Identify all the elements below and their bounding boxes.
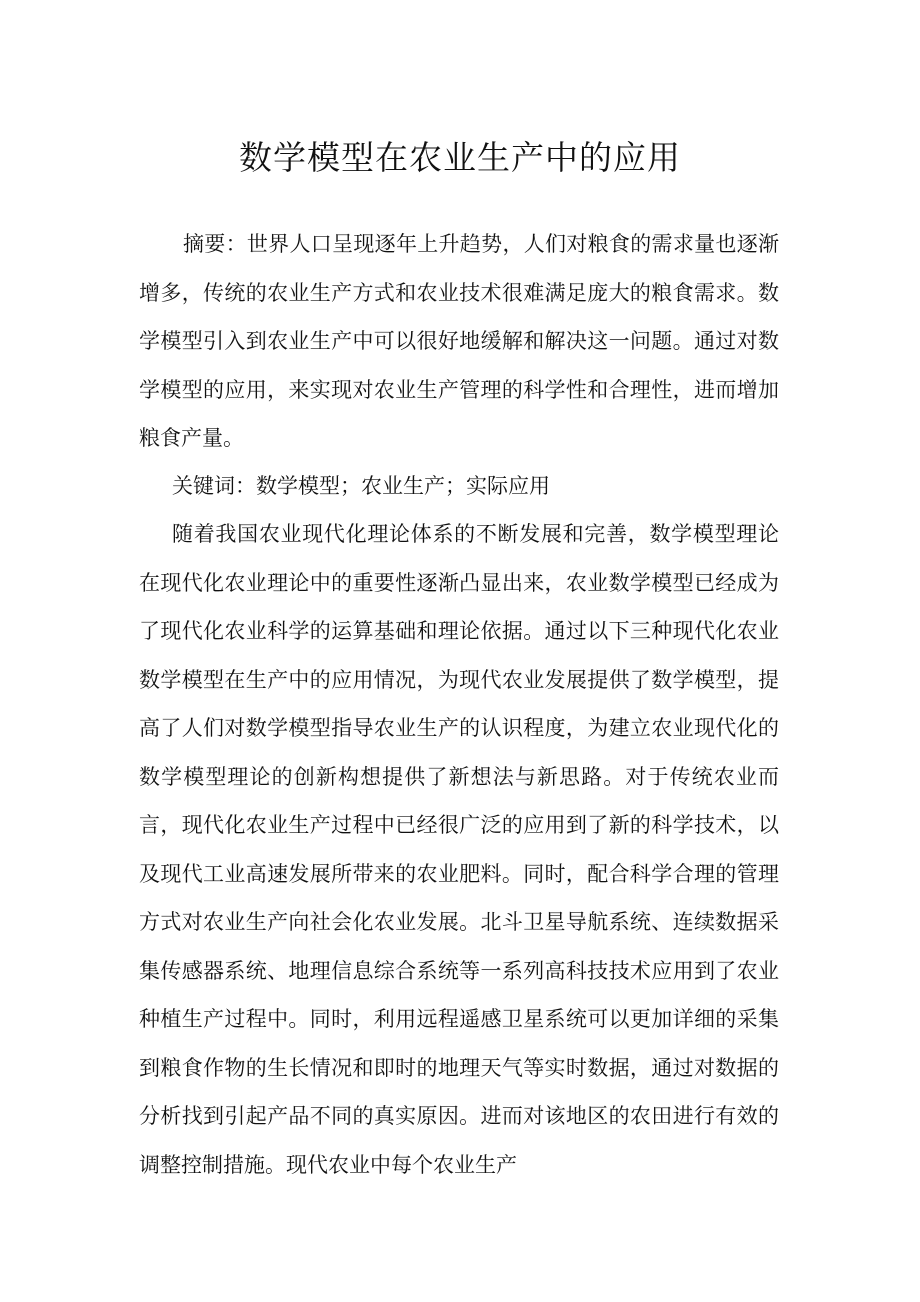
body-paragraph: 随着我国农业现代化理论体系的不断发展和完善，数学模型理论在现代化农业理论中的重要性逐渐凸显出来，农业数学模型已经成为了现代化农业科学的运算基础和理论依据。通过以下三种现代化农业数学模型在生产中的应用情况，为现代农业发展提供了数学模型，提高了人们对数学模型指导农业生产的认识程度，为建立农业现代化的数学模型理论的创新构想提供了新想法与新思路。对于传统农业而言，现代化农业生产过程中已经很广泛的应用到了新的科学技术，以及现代工业高速发展所带来的农业肥料。同时，配合科学合理的管理方式对农业生产向社会化农业发展。北斗卫星导航系统、连续数据采集传感器系统、地理信息综合系统等一系列高科技技术应用到了农业种植生产过程中。同时，利用远程遥感卫星系统可以更加详细的采集到粮食作物的生长情况和即时的地理天气等实时数据，通过对数据的分析找到引起产品不同的真实原因。进而对该地区的农田进行有效的调整控制措施。现代农业中每个农业生产 [139, 522, 779, 1177]
keywords-line: 关键词：数学模型；农业生产；实际应用 [172, 474, 550, 498]
document-title: 数学模型在农业生产中的应用 [239, 138, 681, 178]
abstract-paragraph: 摘要：世界人口呈现逐年上升趋势，人们对粮食的需求量也逐渐增多，传统的农业生产方式和农业技术很难满足庞大的粮食需求。数学模型引入到农业生产中可以很好地缓解和解决这一问题。通过对数学模型的应用，来实现对农业生产管理的科学性和合理性，进而增加粮食产量。 [139, 232, 779, 450]
